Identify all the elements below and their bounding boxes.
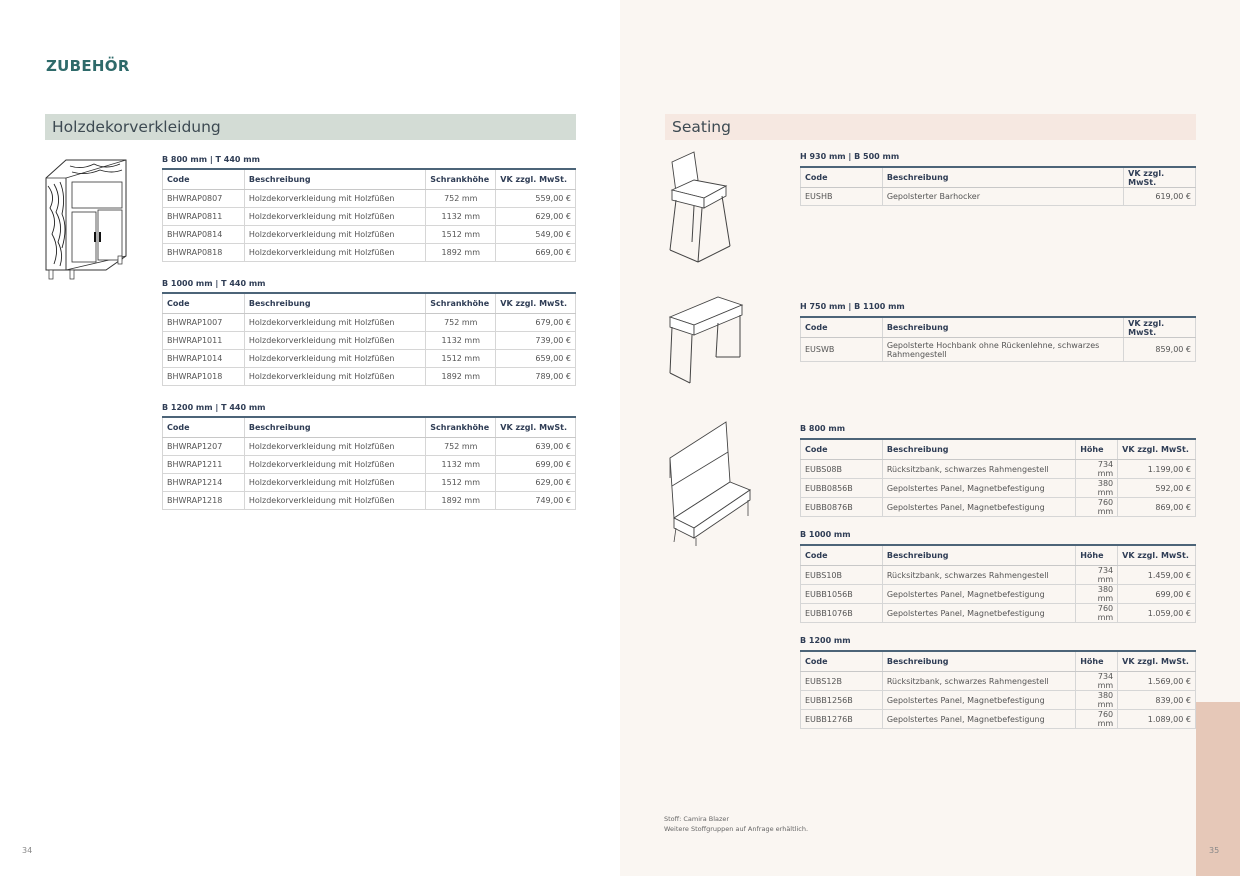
- table-cell: 629,00 €: [496, 474, 576, 492]
- col-vk: VK zzgl. MwSt.: [496, 169, 576, 190]
- table-cell: 1.459,00 €: [1118, 566, 1196, 585]
- table-cell: Holzdekorverkleidung mit Holzfüßen: [244, 350, 425, 368]
- table-cell: Holzdekorverkleidung mit Holzfüßen: [244, 492, 425, 510]
- col-vk: VK zzgl. MwSt.: [1118, 545, 1196, 566]
- table-cell: EUBS08B: [801, 460, 883, 479]
- table-cell: EUBB0856B: [801, 479, 883, 498]
- table-cell: Gepolsterte Hochbank ohne Rückenlehne, schwarzes Rahmengestell: [882, 338, 1123, 362]
- holzdekor-table-b1000: [162, 292, 576, 386]
- table-row: [801, 710, 1196, 729]
- col-code: Code: [801, 651, 883, 672]
- table-cell: Gepolsterter Barhocker: [882, 188, 1123, 206]
- table-cell: Rücksitzbank, schwarzes Rahmengestell: [882, 566, 1075, 585]
- table-cell: Holzdekorverkleidung mit Holzfüßen: [244, 368, 425, 386]
- group-title-bench-b800: B 800 mm: [800, 424, 846, 433]
- table-cell: 592,00 €: [1118, 479, 1196, 498]
- backbench-illustration: [664, 418, 754, 548]
- section-heading-holzdekor: Holzdekorverkleidung: [45, 114, 576, 140]
- table-row: [801, 672, 1196, 691]
- col-beschreibung: Beschreibung: [882, 651, 1075, 672]
- col-vk: VK zzgl. MwSt.: [496, 293, 576, 314]
- table-cell: 869,00 €: [1118, 498, 1196, 517]
- col-schrankhoehe: Schrankhöhe: [426, 417, 496, 438]
- table-cell: 734 mm: [1076, 460, 1118, 479]
- col-vk: VK zzgl. MwSt.: [1118, 439, 1196, 460]
- table-cell: 549,00 €: [496, 226, 576, 244]
- table-row: [801, 691, 1196, 710]
- table-cell: 839,00 €: [1118, 691, 1196, 710]
- table-cell: EUBB1276B: [801, 710, 883, 729]
- table-cell: EUBB1256B: [801, 691, 883, 710]
- table-cell: Gepolstertes Panel, Magnetbefestigung: [882, 691, 1075, 710]
- bench-table-b1200: [800, 650, 1196, 729]
- col-vk: VK zzgl. MwSt.: [1118, 651, 1196, 672]
- table-cell: BHWRAP1211: [163, 456, 245, 474]
- page-number-left: 34: [22, 846, 33, 855]
- group-title-bench-b1000: B 1000 mm: [800, 530, 851, 539]
- barstool-illustration: [664, 150, 736, 268]
- col-code: Code: [801, 545, 883, 566]
- table-cell: 559,00 €: [496, 190, 576, 208]
- seating-table-hochbank: [800, 316, 1196, 362]
- col-vk: VK zzgl. MwSt.: [496, 417, 576, 438]
- table-row: [163, 244, 576, 262]
- table-cell: 380 mm: [1076, 691, 1118, 710]
- table-row: [801, 338, 1196, 362]
- table-cell: Holzdekorverkleidung mit Holzfüßen: [244, 314, 425, 332]
- table-cell: BHWRAP1207: [163, 438, 245, 456]
- table-cell: Holzdekorverkleidung mit Holzfüßen: [244, 474, 425, 492]
- table-cell: 760 mm: [1076, 710, 1118, 729]
- col-beschreibung: Beschreibung: [244, 169, 425, 190]
- table-row: [163, 190, 576, 208]
- col-code: Code: [801, 439, 883, 460]
- table-cell: 734 mm: [1076, 672, 1118, 691]
- col-code: Code: [163, 417, 245, 438]
- group-title-b1200: B 1200 mm | T 440 mm: [162, 403, 266, 412]
- table-cell: Holzdekorverkleidung mit Holzfüßen: [244, 456, 425, 474]
- section-heading-seating: Seating: [665, 114, 1196, 140]
- table-cell: BHWRAP1011: [163, 332, 245, 350]
- table-cell: 760 mm: [1076, 604, 1118, 623]
- table-cell: 752 mm: [426, 438, 496, 456]
- footnote: [664, 814, 808, 834]
- table-cell: 1892 mm: [426, 244, 496, 262]
- table-cell: 739,00 €: [496, 332, 576, 350]
- col-beschreibung: Beschreibung: [882, 317, 1123, 338]
- table-cell: 1892 mm: [426, 492, 496, 510]
- table-cell: 1512 mm: [426, 226, 496, 244]
- table-row: [801, 498, 1196, 517]
- table-cell: 734 mm: [1076, 566, 1118, 585]
- table-cell: 752 mm: [426, 314, 496, 332]
- group-title-barhocker: H 930 mm | B 500 mm: [800, 152, 900, 161]
- table-cell: 749,00 €: [496, 492, 576, 510]
- table-row: [163, 208, 576, 226]
- table-cell: BHWRAP1018: [163, 368, 245, 386]
- table-cell: 752 mm: [426, 190, 496, 208]
- table-cell: Holzdekorverkleidung mit Holzfüßen: [244, 332, 425, 350]
- table-cell: 380 mm: [1076, 479, 1118, 498]
- table-cell: 1132 mm: [426, 456, 496, 474]
- table-cell: 619,00 €: [1124, 188, 1196, 206]
- table-cell: 1892 mm: [426, 368, 496, 386]
- table-cell: EUSHB: [801, 188, 883, 206]
- col-beschreibung: Beschreibung: [882, 439, 1075, 460]
- table-cell: EUBB1076B: [801, 604, 883, 623]
- col-beschreibung: Beschreibung: [244, 293, 425, 314]
- table-row: [163, 226, 576, 244]
- table-row: [163, 350, 576, 368]
- page-number-right: 35: [1209, 846, 1220, 855]
- table-cell: 699,00 €: [496, 456, 576, 474]
- table-row: [163, 314, 576, 332]
- table-row: [163, 474, 576, 492]
- group-title-hochbank: H 750 mm | B 1100 mm: [800, 302, 905, 311]
- bench-table-b1000: [800, 544, 1196, 623]
- col-code: Code: [801, 317, 883, 338]
- holzdekor-table-b800: [162, 168, 576, 262]
- table-cell: EUBS10B: [801, 566, 883, 585]
- group-title-bench-b1200: B 1200 mm: [800, 636, 851, 645]
- table-cell: Gepolstertes Panel, Magnetbefestigung: [882, 585, 1075, 604]
- col-hoehe: Höhe: [1076, 545, 1118, 566]
- table-cell: BHWRAP0811: [163, 208, 245, 226]
- table-cell: EUBS12B: [801, 672, 883, 691]
- footnote-more: Weitere Stoffgruppen auf Anfrage erhältlich.: [664, 825, 809, 833]
- table-cell: 380 mm: [1076, 585, 1118, 604]
- table-cell: Holzdekorverkleidung mit Holzfüßen: [244, 438, 425, 456]
- col-code: Code: [801, 167, 883, 188]
- table-row: [801, 585, 1196, 604]
- table-row: [801, 460, 1196, 479]
- table-row: [801, 566, 1196, 585]
- bench-table-b800: [800, 438, 1196, 517]
- table-row: [163, 438, 576, 456]
- table-cell: BHWRAP1007: [163, 314, 245, 332]
- table-cell: Rücksitzbank, schwarzes Rahmengestell: [882, 672, 1075, 691]
- table-cell: 760 mm: [1076, 498, 1118, 517]
- table-cell: Holzdekorverkleidung mit Holzfüßen: [244, 226, 425, 244]
- table-cell: BHWRAP0818: [163, 244, 245, 262]
- highbench-illustration: [666, 295, 746, 385]
- table-row: [163, 332, 576, 350]
- col-schrankhoehe: Schrankhöhe: [426, 293, 496, 314]
- table-cell: Gepolstertes Panel, Magnetbefestigung: [882, 479, 1075, 498]
- col-code: Code: [163, 293, 245, 314]
- col-beschreibung: Beschreibung: [882, 545, 1075, 566]
- group-title-b1000: B 1000 mm | T 440 mm: [162, 279, 266, 288]
- table-row: [801, 188, 1196, 206]
- table-cell: BHWRAP0807: [163, 190, 245, 208]
- table-cell: 1.199,00 €: [1118, 460, 1196, 479]
- table-cell: BHWRAP1014: [163, 350, 245, 368]
- table-cell: 1.569,00 €: [1118, 672, 1196, 691]
- col-hoehe: Höhe: [1076, 651, 1118, 672]
- table-cell: 639,00 €: [496, 438, 576, 456]
- table-cell: 699,00 €: [1118, 585, 1196, 604]
- table-cell: Rücksitzbank, schwarzes Rahmengestell: [882, 460, 1075, 479]
- table-cell: 1.089,00 €: [1118, 710, 1196, 729]
- table-cell: BHWRAP0814: [163, 226, 245, 244]
- table-row: [163, 456, 576, 474]
- seating-table-barhocker: [800, 166, 1196, 206]
- col-schrankhoehe: Schrankhöhe: [426, 169, 496, 190]
- group-title-b800: B 800 mm | T 440 mm: [162, 155, 260, 164]
- footnote-fabric: Stoff: Camira Blazer: [664, 815, 730, 823]
- table-cell: Gepolstertes Panel, Magnetbefestigung: [882, 710, 1075, 729]
- col-vk: VK zzgl. MwSt.: [1124, 167, 1196, 188]
- table-row: [163, 492, 576, 510]
- table-cell: EUBB0876B: [801, 498, 883, 517]
- col-hoehe: Höhe: [1076, 439, 1118, 460]
- table-cell: 1.059,00 €: [1118, 604, 1196, 623]
- table-cell: 629,00 €: [496, 208, 576, 226]
- table-cell: Holzdekorverkleidung mit Holzfüßen: [244, 190, 425, 208]
- table-row: [801, 604, 1196, 623]
- table-cell: Holzdekorverkleidung mit Holzfüßen: [244, 244, 425, 262]
- table-cell: 1132 mm: [426, 332, 496, 350]
- table-cell: 679,00 €: [496, 314, 576, 332]
- table-row: [163, 368, 576, 386]
- table-cell: EUBB1056B: [801, 585, 883, 604]
- table-cell: 1512 mm: [426, 474, 496, 492]
- table-cell: 659,00 €: [496, 350, 576, 368]
- table-cell: 1512 mm: [426, 350, 496, 368]
- table-cell: BHWRAP1214: [163, 474, 245, 492]
- table-cell: 669,00 €: [496, 244, 576, 262]
- table-cell: 1132 mm: [426, 208, 496, 226]
- col-code: Code: [163, 169, 245, 190]
- table-cell: 859,00 €: [1124, 338, 1196, 362]
- table-cell: 789,00 €: [496, 368, 576, 386]
- table-cell: EUSWB: [801, 338, 883, 362]
- table-cell: Gepolstertes Panel, Magnetbefestigung: [882, 604, 1075, 623]
- col-beschreibung: Beschreibung: [244, 417, 425, 438]
- table-cell: Gepolstertes Panel, Magnetbefestigung: [882, 498, 1075, 517]
- page-title: ZUBEHÖR: [46, 57, 130, 75]
- col-vk: VK zzgl. MwSt.: [1124, 317, 1196, 338]
- table-cell: BHWRAP1218: [163, 492, 245, 510]
- holzdekor-table-b1200: [162, 416, 576, 510]
- col-beschreibung: Beschreibung: [882, 167, 1123, 188]
- table-cell: Holzdekorverkleidung mit Holzfüßen: [244, 208, 425, 226]
- cabinet-illustration: [42, 156, 128, 286]
- table-row: [801, 479, 1196, 498]
